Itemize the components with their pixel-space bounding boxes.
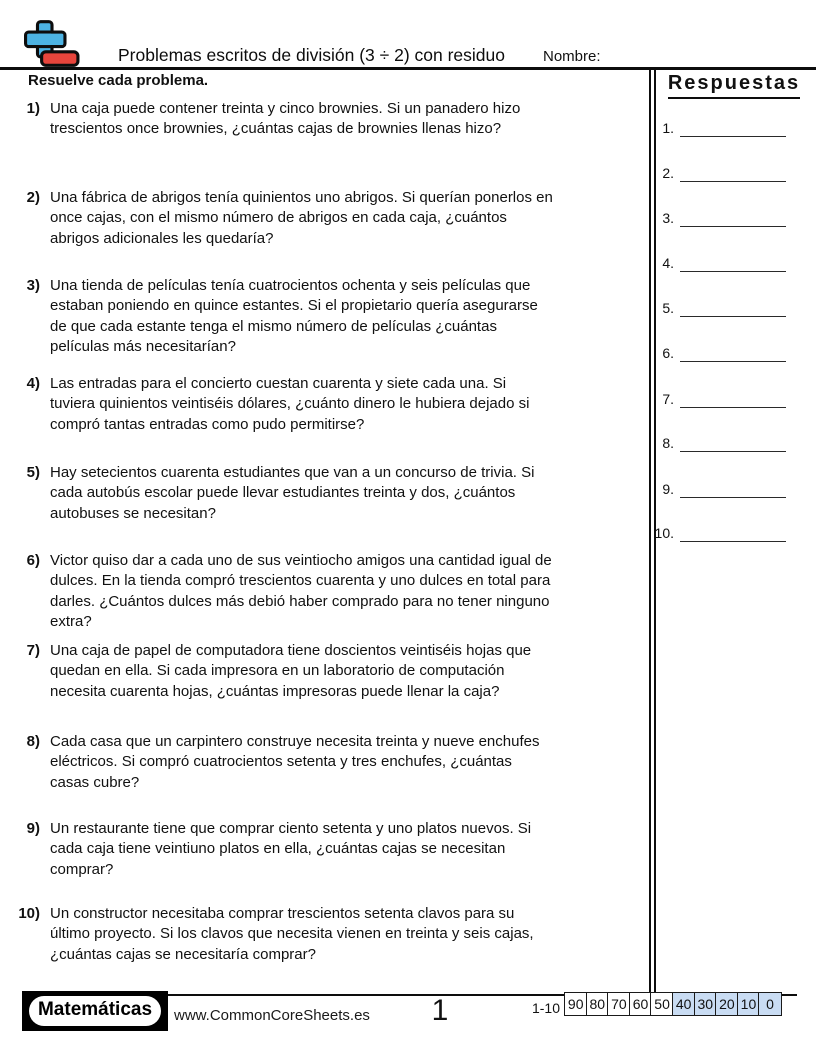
grade-cell: 20 bbox=[715, 992, 738, 1016]
answer-number: 6. bbox=[662, 345, 674, 361]
answer-number: 2. bbox=[662, 165, 674, 181]
answer-number: 3. bbox=[662, 210, 674, 226]
problem-text: Hay setecientos cuarenta estudiantes que van a un concurso de trivia. Si cada autobús escolar puede llevar estudiantes treinta y dos, ¿cuántos autobuses se necesitan? bbox=[50, 464, 535, 522]
problem-2 bbox=[0, 188, 555, 249]
answer-row-7 bbox=[652, 391, 794, 408]
header-divider bbox=[0, 67, 816, 70]
answer-blank[interactable] bbox=[680, 165, 786, 182]
problem-text: Las entradas para el concierto cuestan cuarenta y siete cada una. Si tuviera quinientos veintiséis dólares, ¿cuánto dinero le hubiera dejado si compró tantas entradas como pudo permitirse? bbox=[50, 375, 530, 433]
answer-row-2 bbox=[652, 165, 794, 182]
answer-row-4 bbox=[652, 255, 794, 272]
answer-row-5 bbox=[652, 300, 794, 317]
problem-10 bbox=[0, 904, 555, 965]
answer-blank[interactable] bbox=[680, 345, 786, 362]
minus-icon bbox=[42, 52, 78, 65]
problem-number: 7) bbox=[26, 642, 40, 659]
problem-3 bbox=[0, 276, 555, 358]
answer-row-3 bbox=[652, 210, 794, 227]
grade-cell: 60 bbox=[629, 992, 652, 1016]
grade-cell: 10 bbox=[737, 992, 760, 1016]
answer-blank[interactable] bbox=[680, 255, 786, 272]
problem-number: 1) bbox=[26, 100, 40, 117]
answer-number: 1. bbox=[662, 120, 674, 136]
grade-cell: 90 bbox=[564, 992, 587, 1016]
grade-scale-label: 1-10 bbox=[531, 1000, 560, 1016]
page-title: Problemas escritos de división (3 ÷ 2) con residuo bbox=[118, 45, 505, 65]
grade-scale-table bbox=[564, 992, 782, 1016]
answer-row-10 bbox=[652, 525, 794, 542]
problem-number: 8) bbox=[26, 733, 40, 750]
problem-number: 6) bbox=[26, 552, 40, 569]
grade-cell: 40 bbox=[672, 992, 695, 1016]
answer-number: 8. bbox=[662, 435, 674, 451]
problem-text: Un constructor necesitaba comprar trescientos setenta clavos para su último proyecto. Si los clavos que necesita vienen en treinta y seis cajas, ¿cuántas cajas se necesitaría comprar? bbox=[50, 905, 534, 963]
problem-5 bbox=[0, 463, 555, 524]
problem-8 bbox=[0, 732, 555, 793]
problem-7 bbox=[0, 641, 555, 702]
answer-blank[interactable] bbox=[680, 391, 786, 408]
brand-logo bbox=[22, 991, 168, 1031]
grade-cell: 70 bbox=[607, 992, 630, 1016]
problem-number: 9) bbox=[26, 820, 40, 837]
problem-1 bbox=[0, 99, 555, 140]
problem-number: 4) bbox=[26, 375, 40, 392]
problem-text: Una caja puede contener treinta y cinco brownies. Si un panadero hizo trescientos once brownies, ¿cuántas cajas de brownies llenas hizo? bbox=[50, 100, 521, 138]
page-number: 1 bbox=[431, 994, 449, 1027]
problem-number: 10) bbox=[18, 905, 40, 922]
grade-cell: 80 bbox=[586, 992, 609, 1016]
answer-row-1 bbox=[652, 120, 794, 137]
instruction-text: Resuelve cada problema. bbox=[28, 72, 209, 89]
answer-number: 5. bbox=[662, 300, 674, 316]
answer-blank[interactable] bbox=[680, 435, 786, 452]
name-label: Nombre: bbox=[543, 48, 601, 65]
website-url: www.CommonCoreSheets.es bbox=[174, 1007, 370, 1024]
grade-cell: 0 bbox=[758, 992, 781, 1016]
answers-title: Respuestas bbox=[660, 72, 808, 95]
grade-cell: 30 bbox=[694, 992, 717, 1016]
problem-6 bbox=[0, 551, 555, 633]
answer-number: 7. bbox=[662, 391, 674, 407]
problem-4 bbox=[0, 374, 555, 435]
answer-number: 10. bbox=[654, 525, 674, 541]
grade-cell: 50 bbox=[650, 992, 673, 1016]
problem-text: Victor quiso dar a cada uno de sus veintiocho amigos una cantidad igual de dulces. En la tienda compró trescientos cuarenta y uno dulces en total para darles. ¿Cuántos dulces más debió haber comprado para no tener ninguno extra? bbox=[50, 552, 552, 631]
commoncoresheets-logo bbox=[24, 20, 80, 68]
problem-number: 5) bbox=[26, 464, 40, 481]
problem-number: 3) bbox=[26, 277, 40, 294]
answer-blank[interactable] bbox=[680, 120, 786, 137]
problem-text: Un restaurante tiene que comprar ciento setenta y uno platos nuevos. Si cada caja tiene veintiuno platos en ella, ¿cuántas cajas se necesitan comprar? bbox=[50, 820, 532, 878]
problem-text: Una tienda de películas tenía cuatrocientos ochenta y seis películas que estaban poniendo en quince estantes. Si el propietario quería asegurarse de que cada estante tenga el mismo número de películas ¿cuántas películas más necesitarían? bbox=[50, 277, 538, 356]
answer-number: 9. bbox=[662, 481, 674, 497]
problem-number: 2) bbox=[26, 189, 40, 206]
answer-blank[interactable] bbox=[680, 210, 786, 227]
answer-blank[interactable] bbox=[680, 300, 786, 317]
answer-row-6 bbox=[652, 345, 794, 362]
problem-text: Una fábrica de abrigos tenía quinientos uno abrigos. Si querían ponerlos en once cajas, con el mismo número de abrigos en cada caja, ¿cuántos abrigos adicionales les quedaría? bbox=[50, 189, 553, 247]
answer-blank[interactable] bbox=[680, 525, 786, 542]
answer-number: 4. bbox=[662, 255, 674, 271]
problem-text: Una caja de papel de computadora tiene doscientos veintiséis hojas que quedan en ella. Si cada impresora en un laboratorio de computación necesita cuarenta hojas, ¿cuántas impresoras puede llenar la caja? bbox=[50, 642, 532, 700]
answer-blank[interactable] bbox=[680, 481, 786, 498]
problem-text: Cada casa que un carpintero construye necesita treinta y nueve enchufes eléctricos. Si compró cuatrocientos setenta y tres enchufes, ¿cuántas casas cubre? bbox=[50, 733, 540, 791]
answer-row-9 bbox=[652, 481, 794, 498]
brand-name: Matemáticas bbox=[29, 996, 161, 1026]
answer-row-8 bbox=[652, 435, 794, 452]
problem-9 bbox=[0, 819, 555, 880]
